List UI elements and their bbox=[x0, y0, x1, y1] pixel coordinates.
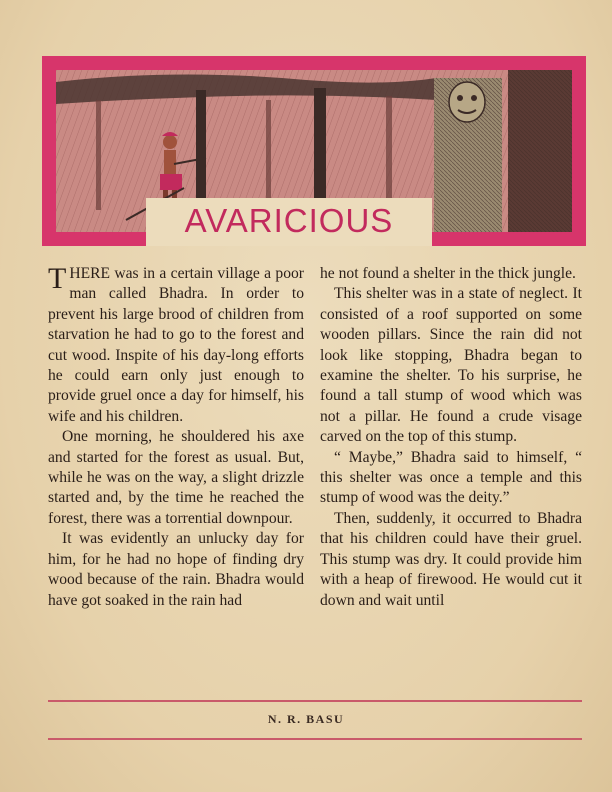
paragraph-text: HERE was in a certain village a poor man called Bhadra. In order to prevent his large brood of children from starvation he had to go to the forest and cut wood. Inspite of his day-long efforts he could earn only just enough to provide gruel once a day for himself, his wife and his children. bbox=[48, 265, 304, 425]
divider-rule bbox=[48, 700, 582, 702]
title-box bbox=[146, 198, 432, 246]
paragraph: Then, suddenly, it occurred to Bhadra that his children could have their gruel. This stump was dry. It could provide him with a heap of firewood. He would cut it down and wait until bbox=[320, 509, 582, 609]
paragraph: This shelter was in a state of neglect. It consisted of a roof supported on some wooden pillars. Since the rain did not look like stopping, Bhadra began to examine the shelter. To his surprise, he found a tall stump of wood which was not a pillar. He found a crude visage carved on the top of this stump. bbox=[320, 285, 582, 446]
illustration-frame bbox=[42, 56, 586, 246]
story-title: AVARICIOUS bbox=[184, 202, 394, 239]
divider-rule bbox=[48, 738, 582, 740]
paragraph: It was evidently an unlucky day for him, for he had no hope of finding dry wood because of the rain. Bhadra would have got soaked in the rain had bbox=[48, 530, 304, 609]
paragraph: One morning, he shouldered his axe and started for the forest as usual. But, while he was on the way, a slight drizzle started and, by the time he reached the forest, there was a torrential downpour. bbox=[48, 428, 304, 527]
drop-cap: T bbox=[48, 262, 67, 295]
text-column-right bbox=[320, 264, 582, 611]
author-byline: N. R. BASU bbox=[267, 712, 345, 726]
text-column-left bbox=[48, 264, 304, 611]
paragraph: he not found a shelter in the thick jungle. bbox=[320, 265, 576, 282]
paragraph: “ Maybe,” Bhadra said to himself, “ this shelter was once a temple and this stump of wood was the deity.” bbox=[320, 448, 582, 507]
paragraph bbox=[48, 264, 304, 427]
